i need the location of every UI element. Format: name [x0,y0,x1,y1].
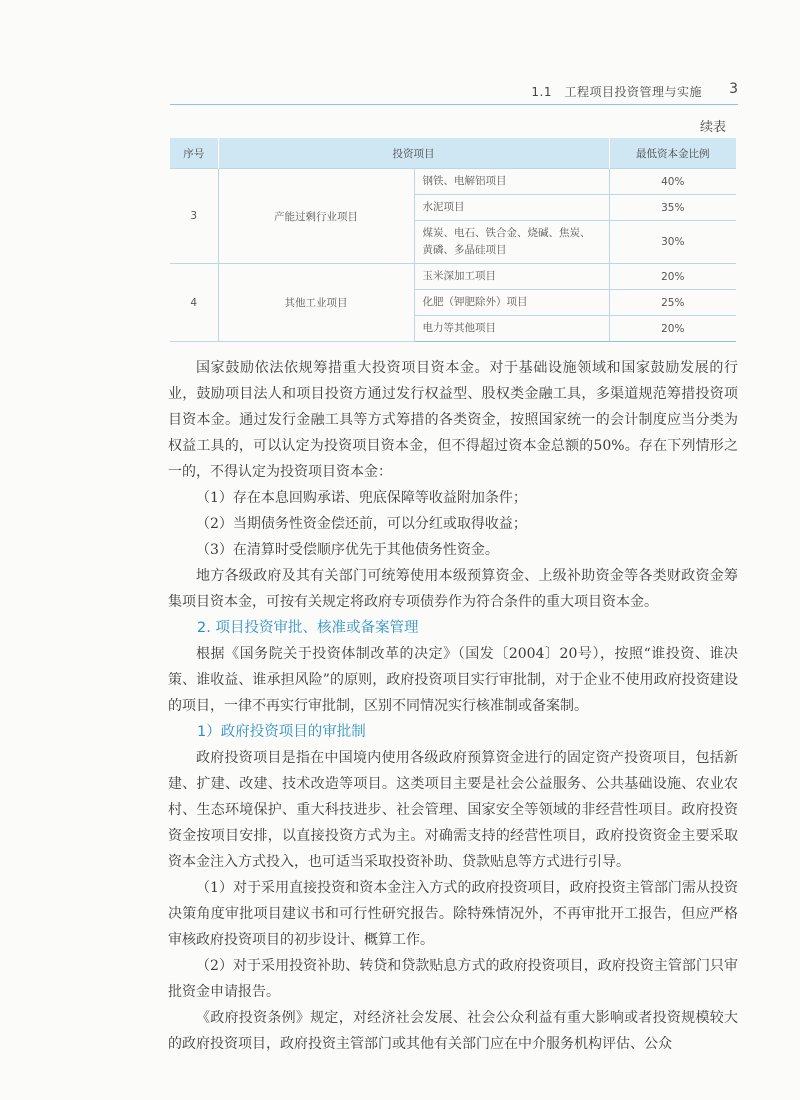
table-header-row [170,138,736,169]
item-name: 化肥（钾肥除外）项目 [414,290,609,316]
list-item: （3）在清算时受偿顺序优先于其他债务性资金。 [196,542,499,558]
body-text [168,355,738,1057]
section-title: 1.1 工程项目投资管理与实施 [531,85,702,99]
item-name: 钢铁、电解铝项目 [414,169,609,195]
paragraph: 政府投资项目是指在中国境内使用各级政府预算资金进行的固定资产投资项目，包括新建、扩建、改建、技术改造等项目。这类项目主要是社会公益服务、公共基础设施、农业农村、生态环境保护、重大科技进步、社会管理、国家安全等领域的非经营性项目。政府投资资金按项目安排，以直接投资方式为主。对确需支持的经营性项目，政府投资资金主要采取资本金注入方式投入，也可适当采取投资补助、贷款贴息等方式进行引导。 [168,750,738,870]
header-no: 序号 [170,138,218,169]
section-heading: 2. 项目投资审批、核准或备案管理 [197,620,419,636]
header-project: 投资项目 [218,138,609,169]
paragraph: 《政府投资条例》规定，对经济社会发展、社会公众利益有重大影响或者投资规模较大的政府投资项目，政府投资主管部门或其他有关部门应在中介服务机构评估、公众 [168,1010,738,1052]
subsection-heading: 1）政府投资项目的审批制 [197,724,366,740]
table-row [170,169,736,195]
table-row [170,264,736,290]
list-item: （2）当期债务性资金偿还前，可以分红或取得收益； [196,516,527,532]
item-ratio: 20% [609,264,736,290]
page-number: 3 [729,81,738,97]
group-no: 4 [170,264,218,342]
item-name: 水泥项目 [414,195,609,221]
item-ratio: 25% [609,290,736,316]
group-category: 其他工业项目 [218,264,414,342]
group-category: 产能过剩行业项目 [218,169,414,264]
item-ratio: 30% [609,221,736,264]
paragraph: （2）对于采用投资补助、转贷和贷款贴息方式的政府投资项目，政府投资主管部门只审批资金申请报告。 [168,958,738,1000]
item-name: 煤炭、电石、铁合金、烧碱、焦炭、黄磷、多晶硅项目 [414,221,609,264]
header-ratio: 最低资本金比例 [609,138,736,169]
paragraph: 根据《国务院关于投资体制改革的决定》（国发〔2004〕20号），按照“谁投资、谁决策、谁收益、谁承担风险”的原则，政府投资项目实行审批制，对于企业不使用政府投资建设的项目，一律不再实行审批制，区别不同情况实行核准制或备案制。 [168,646,738,714]
item-ratio: 40% [609,169,736,195]
paragraph: 国家鼓励依法依规筹措重大投资项目资本金。对于基础设施领域和国家鼓励发展的行业，鼓励项目法人和项目投资方通过发行权益型、股权类金融工具，多渠道规范筹措投资项目资本金。通过发行金融工具等方式筹措的各类资金，按照国家统一的会计制度应当分类为权益工具的，可以认定为投资项目资本金，但不得超过资本金总额的50%。存在下列情形之一的，不得认定为投资项目资本金： [168,360,738,480]
paragraph: （1）对于采用直接投资和资本金注入方式的政府投资项目，政府投资主管部门需从投资决策角度审批项目建议书和可行性研究报告。除特殊情况外，不再审批开工报告，但应严格审核政府投资项目的初步设计、概算工作。 [168,880,738,948]
item-ratio: 35% [609,195,736,221]
paragraph: 地方各级政府及其有关部门可统筹使用本级预算资金、上级补助资金等各类财政资金筹集项目资本金，可按有关规定将政府专项债券作为符合条件的重大项目资本金。 [168,568,738,610]
item-name: 玉米深加工项目 [414,264,609,290]
item-name: 电力等其他项目 [414,316,609,342]
table-continued-label: 续表 [699,120,726,135]
capital-ratio-table [170,138,736,342]
item-ratio: 20% [609,316,736,342]
list-item: （1）存在本息回购承诺、兜底保障等收益附加条件； [196,490,527,506]
group-no: 3 [170,169,218,264]
running-header [170,80,738,105]
